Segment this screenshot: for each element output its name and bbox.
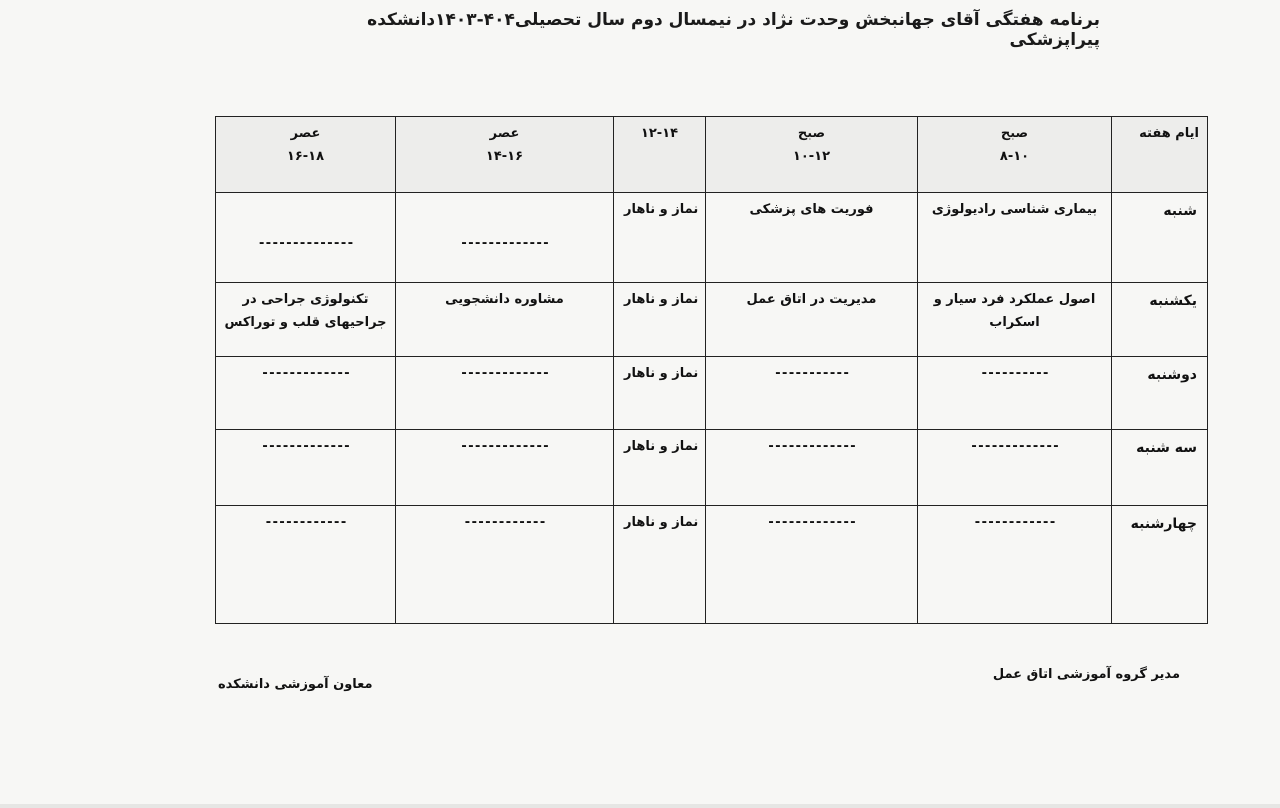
empty-cell: ------------- [216,429,396,505]
header-slot-12-14 [614,117,706,193]
header-slot-time: ۱۰-۱۲ [792,148,831,164]
header-slot-label: صبح [797,126,826,141]
schedule-cell: اصول عملکرد فرد سیار و اسکراب [918,283,1112,357]
day-cell-monday: دوشنبه [1112,357,1208,429]
empty-cell: ------------ [918,505,1112,623]
page-title: برنامه هفتگی آقای جهانبخش وحدت نژاد در نیمسال دوم سال تحصیلی۴۰۴-۱۴۰۳دانشکده پیراپزشکی [367,10,1100,50]
empty-cell: ----------- [706,357,918,429]
signature-label-department-head: مدیر گروه آموزشی اتاق عمل [992,667,1180,682]
header-days [1112,117,1208,193]
schedule-cell: مشاوره دانشجویی [396,283,614,357]
header-slot-8-10 [918,117,1112,193]
empty-cell: ------------ [216,505,396,623]
day-cell-tuesday: سه شنبه [1112,429,1208,505]
lunch-cell: نماز و ناهار [614,193,706,283]
empty-cell: ------------- [216,357,396,429]
lunch-cell: نماز و ناهار [614,357,706,429]
header-slot-label: عصر [489,126,520,141]
header-slot-label: عصر [290,126,321,141]
header-row [216,117,1208,193]
paper-edge [0,804,1280,808]
table-row [216,505,1208,623]
lunch-cell: نماز و ناهار [614,429,706,505]
table-row [216,193,1208,283]
day-cell-sunday: یکشنبه [1112,283,1208,357]
lunch-cell: نماز و ناهار [614,283,706,357]
schedule-cell: فوریت های پزشکی [706,193,918,283]
signature-label-education-deputy: معاون آموزشی دانشکده [218,677,373,692]
header-slot-10-12 [706,117,918,193]
empty-cell: ------------- [396,193,614,283]
empty-cell: ------------- [396,429,614,505]
day-cell-saturday: شنبه [1112,193,1208,283]
header-slot-time: ۱۶-۱۸ [286,148,325,164]
schedule-cell: بیماری شناسی رادیولوژی [918,193,1112,283]
empty-cell: ------------- [396,357,614,429]
header-slot-14-16 [396,117,614,193]
empty-cell: -------------- [216,193,396,283]
empty-cell: ------------ [396,505,614,623]
header-days-label: ایام هفته [1139,126,1199,141]
empty-cell: ------------- [706,429,918,505]
table-row [216,357,1208,429]
header-slot-label: صبح [1000,126,1029,141]
empty-cell: ------------- [918,429,1112,505]
empty-cell: ---------- [918,357,1112,429]
header-slot-16-18 [216,117,396,193]
empty-cell: ------------- [706,505,918,623]
table-row [216,429,1208,505]
weekly-schedule-table [215,116,1208,624]
header-slot-time: ۱۴-۱۶ [485,148,524,164]
day-cell-wednesday: چهارشنبه [1112,505,1208,623]
schedule-cell: مدیریت در اتاق عمل [706,283,918,357]
header-slot-time: ۱۲-۱۴ [640,126,679,141]
table-row [216,283,1208,357]
lunch-cell: نماز و ناهار [614,505,706,623]
schedule-cell: تکنولوژی جراحی در جراحیهای قلب و توراکس [216,283,396,357]
header-slot-time: ۸-۱۰ [999,148,1030,164]
